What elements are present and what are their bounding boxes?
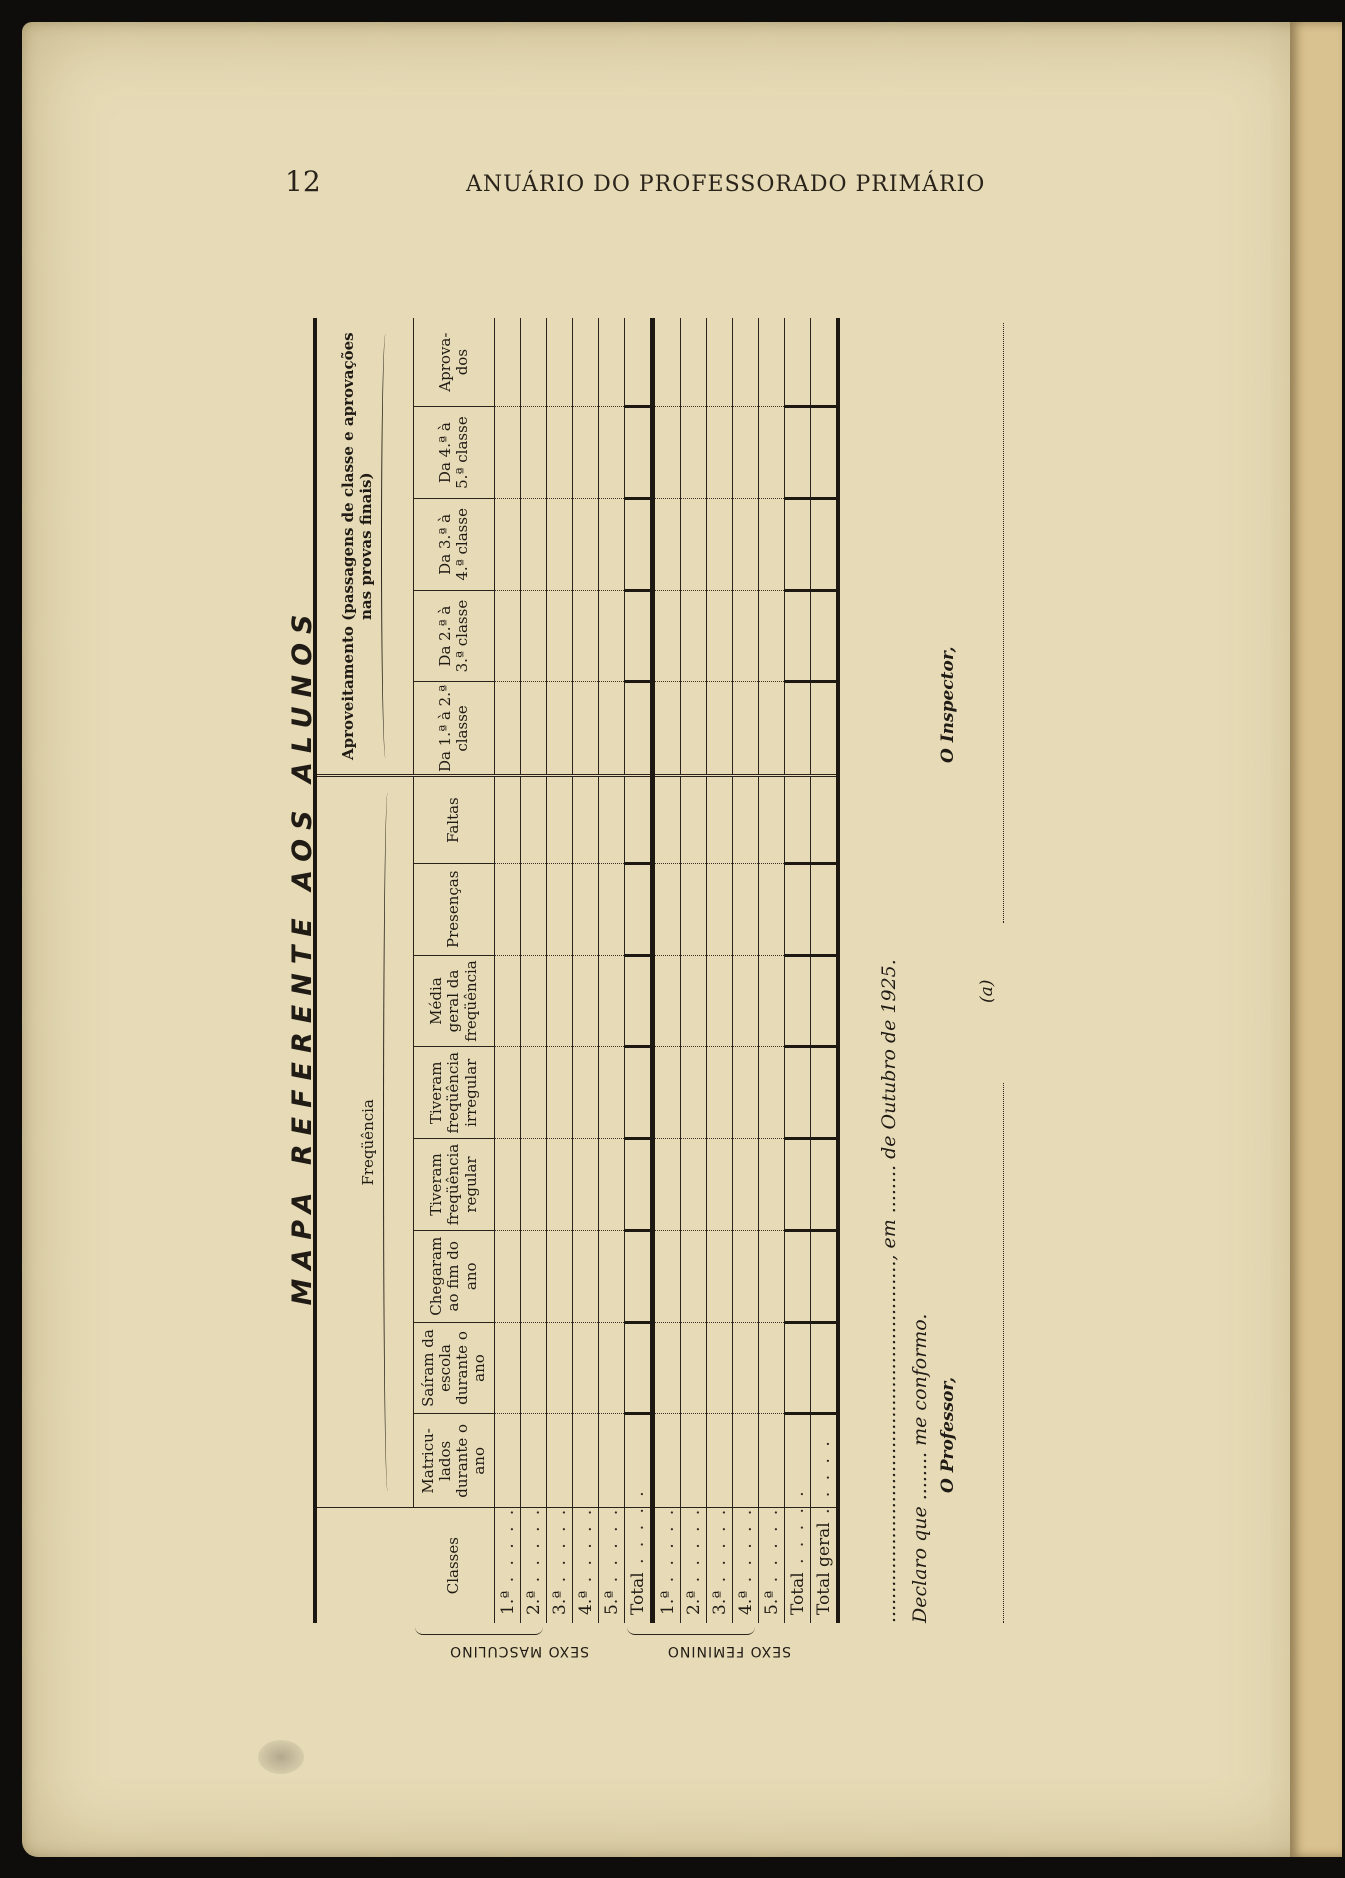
data-cell[interactable] <box>681 318 707 407</box>
data-cell[interactable] <box>599 407 625 499</box>
row-label-text: 3.ª <box>709 1590 730 1615</box>
data-cell[interactable] <box>573 776 599 864</box>
data-cell[interactable] <box>625 498 653 590</box>
data-cell[interactable] <box>785 682 811 776</box>
data-cell[interactable] <box>521 1322 547 1414</box>
data-cell[interactable] <box>599 1230 625 1322</box>
data-cell[interactable] <box>521 1230 547 1322</box>
row-label <box>521 1508 547 1623</box>
data-cell[interactable] <box>547 1322 573 1414</box>
data-cell[interactable] <box>811 1230 839 1322</box>
data-cell[interactable] <box>573 1230 599 1322</box>
row-label-text: Total <box>627 1572 648 1615</box>
data-cell[interactable] <box>653 1047 681 1139</box>
data-cell[interactable] <box>785 407 811 499</box>
data-cell[interactable] <box>785 318 811 407</box>
data-cell[interactable] <box>681 1322 707 1414</box>
data-cell[interactable] <box>733 863 759 955</box>
data-cell[interactable] <box>707 318 733 407</box>
data-cell[interactable] <box>733 776 759 864</box>
dot-leader: . . . . . <box>683 1506 704 1591</box>
row-feminino <box>681 318 707 1623</box>
dot-leader: . . . . . <box>497 1506 518 1591</box>
data-cell[interactable] <box>653 1230 681 1322</box>
data-cell[interactable] <box>811 590 839 682</box>
data-cell[interactable] <box>625 682 653 776</box>
row-label-text: 3.ª <box>549 1590 570 1615</box>
data-cell[interactable] <box>521 863 547 955</box>
data-cell[interactable] <box>547 955 573 1047</box>
row-masculino <box>521 318 547 1623</box>
dot-leader: . . . . . <box>657 1506 678 1591</box>
row-label-text: 2.ª <box>523 1590 544 1615</box>
row-label-text: 1.ª <box>497 1590 518 1615</box>
row-label-text: 5.ª <box>601 1590 622 1615</box>
paper-stain <box>258 1740 304 1774</box>
data-cell[interactable] <box>521 498 547 590</box>
data-cell[interactable] <box>625 318 653 407</box>
data-cell[interactable] <box>681 1047 707 1139</box>
data-cell[interactable] <box>653 1139 681 1231</box>
data-cell[interactable] <box>625 407 653 499</box>
data-cell[interactable] <box>599 776 625 864</box>
data-cell[interactable] <box>681 955 707 1047</box>
data-cell[interactable] <box>707 863 733 955</box>
data-cell[interactable] <box>573 1414 599 1508</box>
data-cell[interactable] <box>785 1230 811 1322</box>
dot-leader: . . . . . <box>601 1506 622 1591</box>
data-cell[interactable] <box>759 863 785 955</box>
dot-leader: . . . . . <box>735 1506 756 1591</box>
dot-leader: . . . . . <box>627 1488 648 1573</box>
data-cell[interactable] <box>625 1139 653 1231</box>
data-cell[interactable] <box>811 1047 839 1139</box>
row-label-text: 2.ª <box>683 1590 704 1615</box>
data-cell[interactable] <box>733 955 759 1047</box>
col-faltas: Faltas <box>414 776 495 864</box>
col-matriculados: Matricu-lados durante o ano <box>414 1414 495 1508</box>
data-cell[interactable] <box>495 1230 521 1322</box>
data-cell[interactable] <box>625 1322 653 1414</box>
data-cell[interactable] <box>707 1230 733 1322</box>
group-freq-header <box>315 776 414 1508</box>
col-classes: Classes <box>414 1508 495 1623</box>
row-label <box>681 1508 707 1623</box>
row-masculino <box>495 318 521 1623</box>
data-cell[interactable] <box>547 1139 573 1231</box>
data-cell[interactable] <box>547 318 573 407</box>
data-cell[interactable] <box>733 1414 759 1508</box>
row-label-text: 1.ª <box>657 1590 678 1615</box>
data-cell[interactable] <box>495 863 521 955</box>
data-cell[interactable] <box>681 407 707 499</box>
data-cell[interactable] <box>785 1139 811 1231</box>
data-cell[interactable] <box>733 498 759 590</box>
group-freq-brace <box>383 793 392 1491</box>
data-cell[interactable] <box>759 498 785 590</box>
group-aprov-header <box>315 318 414 776</box>
data-cell[interactable] <box>547 1414 573 1508</box>
col-4-5: Da 4.ª à 5.ª classe <box>414 407 495 499</box>
data-cell[interactable] <box>707 498 733 590</box>
col-media-freq: Média geral da freqüência <box>414 955 495 1047</box>
professor-label: O Professor, <box>938 1376 958 1493</box>
data-cell[interactable] <box>547 498 573 590</box>
data-cell[interactable] <box>547 682 573 776</box>
data-cell[interactable] <box>733 1322 759 1414</box>
data-cell[interactable] <box>811 318 839 407</box>
data-cell[interactable] <box>733 682 759 776</box>
data-cell[interactable] <box>521 590 547 682</box>
row-label-text: Total <box>787 1572 808 1615</box>
data-cell[interactable] <box>599 863 625 955</box>
col-freq-irregular: Tiveram freqüência irregular <box>414 1047 495 1139</box>
running-head: ANUÁRIO DO PROFESSORADO PRIMÁRIO <box>466 172 986 197</box>
data-cell[interactable] <box>599 498 625 590</box>
data-cell[interactable] <box>759 318 785 407</box>
data-cell[interactable] <box>785 1047 811 1139</box>
data-cell[interactable] <box>547 1230 573 1322</box>
row-feminino <box>707 318 733 1623</box>
data-cell[interactable] <box>785 1322 811 1414</box>
data-cell[interactable] <box>495 1139 521 1231</box>
data-cell[interactable] <box>759 590 785 682</box>
data-cell[interactable] <box>759 407 785 499</box>
data-cell[interactable] <box>811 863 839 955</box>
row-feminino <box>653 318 681 1623</box>
data-cell[interactable] <box>573 1047 599 1139</box>
data-cell[interactable] <box>495 682 521 776</box>
data-cell[interactable] <box>599 318 625 407</box>
page-number: 12 <box>285 165 321 198</box>
dot-leader: . . . . . <box>575 1506 596 1591</box>
data-cell[interactable] <box>653 863 681 955</box>
data-cell[interactable] <box>573 682 599 776</box>
corner-cell <box>315 1508 414 1623</box>
data-cell[interactable] <box>573 1139 599 1231</box>
data-cell[interactable] <box>495 318 521 407</box>
data-cell[interactable] <box>811 1139 839 1231</box>
row-label <box>653 1508 681 1623</box>
dot-leader: . . . . . <box>761 1506 782 1591</box>
group-aprov-label: Aproveitamento (passagens de classe e aprovações nas provas finais) <box>339 332 375 760</box>
row-label <box>495 1508 521 1623</box>
data-cell[interactable] <box>811 1322 839 1414</box>
label-sexo-masculino: SEXO MASCULINO <box>449 1643 589 1659</box>
data-cell[interactable] <box>811 955 839 1047</box>
dot-leader: . . . . . <box>709 1506 730 1591</box>
data-cell[interactable] <box>547 407 573 499</box>
row-masculino <box>573 318 599 1623</box>
data-cell[interactable] <box>547 1047 573 1139</box>
next-page-edge <box>1290 22 1342 1857</box>
col-3-4: Da 3.ª à 4.ª classe <box>414 498 495 590</box>
data-cell[interactable] <box>625 776 653 864</box>
data-cell[interactable] <box>625 590 653 682</box>
data-cell[interactable] <box>521 776 547 864</box>
data-cell[interactable] <box>733 318 759 407</box>
col-aprovados: Aprova-dos <box>435 332 471 392</box>
data-cell[interactable] <box>785 498 811 590</box>
data-cell[interactable] <box>599 1322 625 1414</box>
row-label-text: 4.ª <box>575 1590 596 1615</box>
data-cell[interactable] <box>733 590 759 682</box>
data-cell[interactable] <box>785 776 811 864</box>
col-presencas: Presenças <box>414 863 495 955</box>
rotated-form <box>283 288 1023 1659</box>
data-cell[interactable] <box>521 955 547 1047</box>
dot-leader: . . . . . <box>523 1506 544 1591</box>
data-cell[interactable] <box>653 1414 681 1508</box>
row-label <box>599 1508 625 1623</box>
data-cell[interactable] <box>547 863 573 955</box>
data-cell[interactable] <box>707 955 733 1047</box>
row-label <box>759 1508 785 1623</box>
data-cell[interactable] <box>495 1414 521 1508</box>
data-cell[interactable] <box>759 1414 785 1508</box>
label-sexo-feminino: SEXO FEMININO <box>666 1643 792 1659</box>
table-body <box>495 318 839 1623</box>
data-cell[interactable] <box>653 498 681 590</box>
data-cell[interactable] <box>521 407 547 499</box>
data-cell[interactable] <box>733 1230 759 1322</box>
data-cell[interactable] <box>759 1047 785 1139</box>
data-cell[interactable] <box>759 1139 785 1231</box>
row-label <box>785 1488 811 1623</box>
row-label-text: 5.ª <box>761 1590 782 1615</box>
data-cell[interactable] <box>811 682 839 776</box>
data-cell[interactable] <box>759 1230 785 1322</box>
col-freq-regular: Tiveram freqüência regular <box>414 1139 495 1231</box>
map-title: MAPA REFERENTE AOS ALUNOS <box>287 605 318 1306</box>
row-label-text: Total geral <box>813 1522 834 1615</box>
data-cell[interactable] <box>573 407 599 499</box>
data-cell[interactable] <box>573 590 599 682</box>
data-cell[interactable] <box>733 1047 759 1139</box>
data-cell[interactable] <box>599 1047 625 1139</box>
data-cell[interactable] <box>573 955 599 1047</box>
row-label <box>625 1488 653 1623</box>
row-total-geral <box>811 318 839 1623</box>
dot-leader: . . . . . <box>787 1488 808 1573</box>
data-cell[interactable] <box>681 863 707 955</box>
row-total-feminino <box>785 318 811 1623</box>
col-1-2: Da 1.ª à 2.ª classe <box>414 682 495 776</box>
row-label <box>733 1508 759 1623</box>
data-cell[interactable] <box>681 498 707 590</box>
data-cell[interactable] <box>521 682 547 776</box>
row-masculino <box>599 318 625 1623</box>
data-cell[interactable] <box>733 1139 759 1231</box>
data-cell[interactable] <box>547 776 573 864</box>
data-cell[interactable] <box>681 776 707 864</box>
data-cell[interactable] <box>811 407 839 499</box>
data-cell[interactable] <box>625 955 653 1047</box>
group-aprov-brace <box>381 334 390 758</box>
data-cell[interactable] <box>521 1139 547 1231</box>
data-cell[interactable] <box>599 590 625 682</box>
data-cell[interactable] <box>495 1322 521 1414</box>
date-text: , em ........ de Outubro de 1925. <box>878 959 900 1261</box>
data-cell[interactable] <box>625 1047 653 1139</box>
data-cell[interactable] <box>599 1139 625 1231</box>
row-label <box>573 1508 599 1623</box>
data-cell[interactable] <box>495 590 521 682</box>
professor-signature-line[interactable] <box>1003 1083 1004 1623</box>
data-cell[interactable] <box>573 863 599 955</box>
data-cell[interactable] <box>811 776 839 864</box>
data-cell[interactable] <box>573 498 599 590</box>
data-cell[interactable] <box>707 1047 733 1139</box>
row-label-text: 4.ª <box>735 1590 756 1615</box>
data-cell[interactable] <box>495 407 521 499</box>
data-cell[interactable] <box>521 318 547 407</box>
data-cell[interactable] <box>495 955 521 1047</box>
data-cell[interactable] <box>573 318 599 407</box>
data-cell[interactable] <box>759 682 785 776</box>
data-cell[interactable] <box>681 590 707 682</box>
data-cell[interactable] <box>625 863 653 955</box>
data-cell[interactable] <box>759 1322 785 1414</box>
inspector-signature-line[interactable] <box>1003 323 1004 923</box>
declaro-text: Declaro que ........ me conformo. <box>909 1313 931 1623</box>
data-cell[interactable] <box>625 1230 653 1322</box>
data-cell[interactable] <box>785 863 811 955</box>
data-cell[interactable] <box>707 590 733 682</box>
col-2-3: Da 2.ª à 3.ª classe <box>414 590 495 682</box>
row-feminino <box>733 318 759 1623</box>
data-cell[interactable] <box>521 1414 547 1508</box>
data-cell[interactable] <box>653 955 681 1047</box>
row-masculino <box>547 318 573 1623</box>
data-cell[interactable] <box>707 1139 733 1231</box>
data-cell[interactable] <box>707 1322 733 1414</box>
data-cell[interactable] <box>547 590 573 682</box>
data-cell[interactable] <box>681 1139 707 1231</box>
data-cell[interactable] <box>653 776 681 864</box>
data-cell[interactable] <box>707 1414 733 1508</box>
data-cell[interactable] <box>681 1414 707 1508</box>
data-cell[interactable] <box>653 318 681 407</box>
group-freq-label: Freqüência <box>358 1099 377 1186</box>
data-cell[interactable] <box>653 1322 681 1414</box>
data-cell[interactable] <box>785 955 811 1047</box>
data-cell[interactable] <box>495 1047 521 1139</box>
data-cell[interactable] <box>707 682 733 776</box>
data-cell[interactable] <box>811 498 839 590</box>
declaro-line <box>909 318 931 1623</box>
students-table <box>313 318 840 1623</box>
data-cell[interactable] <box>653 682 681 776</box>
row-label <box>811 1438 839 1623</box>
dot-leader: . . . . . <box>813 1438 834 1523</box>
row-label <box>707 1508 733 1623</box>
row-total-masculino <box>625 318 653 1623</box>
inspector-label: O Inspector, <box>938 646 958 763</box>
data-cell[interactable] <box>653 407 681 499</box>
data-cell[interactable] <box>681 1230 707 1322</box>
row-label <box>547 1508 573 1623</box>
data-cell[interactable] <box>653 590 681 682</box>
data-cell[interactable] <box>495 498 521 590</box>
declaration-line <box>878 318 900 1623</box>
data-cell[interactable] <box>785 590 811 682</box>
col-chegaram: Chegaram ao fim do ano <box>414 1230 495 1322</box>
data-cell[interactable] <box>599 955 625 1047</box>
data-cell[interactable] <box>759 955 785 1047</box>
date-blank[interactable]: ............................................................ <box>878 1260 900 1623</box>
data-cell[interactable] <box>573 1322 599 1414</box>
signature-mark: (a) <box>977 979 997 1003</box>
col-sairam: Saíram da escola durante o ano <box>414 1322 495 1414</box>
data-cell[interactable] <box>733 407 759 499</box>
dot-leader: . . . . . <box>549 1506 570 1591</box>
row-feminino <box>759 318 785 1623</box>
data-cell[interactable] <box>599 682 625 776</box>
data-cell[interactable] <box>681 682 707 776</box>
data-cell[interactable] <box>759 776 785 864</box>
data-cell[interactable] <box>707 776 733 864</box>
data-cell[interactable] <box>707 407 733 499</box>
data-cell[interactable] <box>521 1047 547 1139</box>
data-cell[interactable] <box>599 1414 625 1508</box>
data-cell[interactable] <box>495 776 521 864</box>
